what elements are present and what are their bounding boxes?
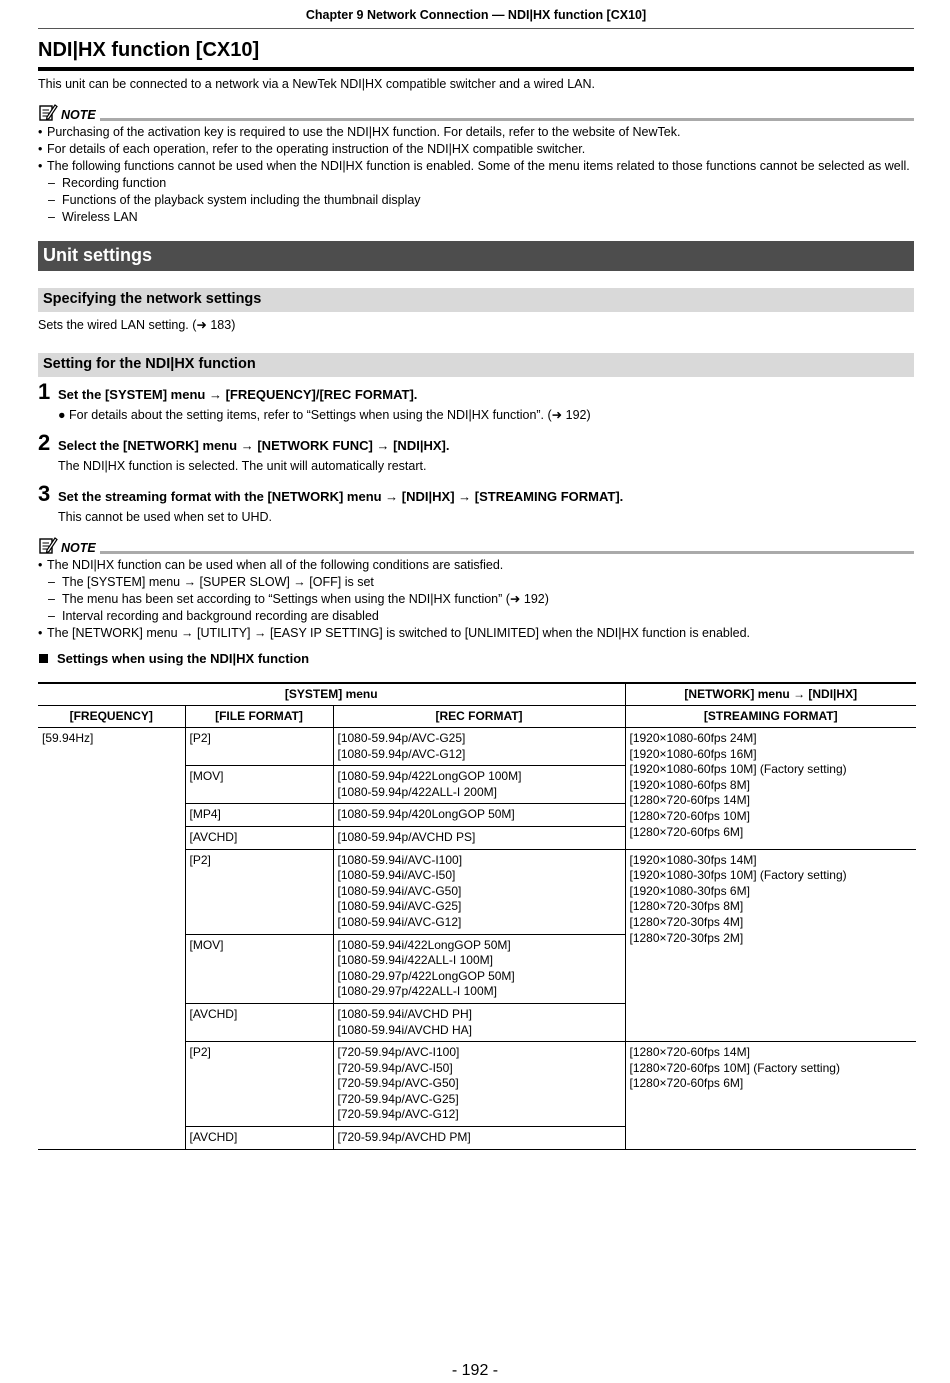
rec-format-value: [1080-59.94i/AVC-I50] (337, 868, 456, 883)
rec-format-value: [1080-59.94i/AVC-G12] (337, 914, 462, 929)
note-bullet: • For details of each operation, refer to the operating instruction of the NDI|HX compatible switcher. (38, 141, 914, 158)
subsection-network-settings: Specifying the network settings (38, 288, 914, 312)
rec-format-cell (333, 1003, 625, 1041)
settings-table (38, 682, 916, 1150)
step-detail: This cannot be used when set to UHD. (58, 510, 273, 524)
step-2 (38, 430, 914, 456)
streaming-format-value: [1920×1080-60fps 10M] (Factory setting) (629, 762, 847, 777)
step-instruction: Set the streaming format with the [NETWORK] menu → [NDI|HX] → [STREAMING FORMAT]. (58, 489, 624, 504)
step-instruction: Select the [NETWORK] menu → [NETWORK FUNC] → [NDI|HX]. (58, 438, 450, 453)
file-format-cell: [P2] (185, 849, 333, 934)
subsection-ndi-hx: Setting for the NDI|HX function (38, 353, 914, 377)
note-label: NOTE (61, 108, 96, 122)
rec-format-value: [1080-59.94p/AVCHD PS] (337, 829, 476, 844)
note-dash-item: – Interval recording and background recording are disabled (38, 608, 914, 625)
rec-format-value: [1080-59.94p/420LongGOP 50M] (337, 807, 515, 822)
note-label: NOTE (61, 541, 96, 555)
note-bullet: • Purchasing of the activation key is required to use the NDI|HX function. For details, refer to the website of NewTek. (38, 124, 914, 141)
streaming-format-cell (625, 1042, 916, 1150)
rec-format-value: [720-59.94p/AVCHD PM] (337, 1130, 471, 1145)
note-list (38, 557, 914, 574)
frequency-cell: [59.94Hz] (38, 728, 185, 1150)
streaming-format-value: [1280×720-60fps 10M] (629, 808, 750, 823)
file-format-cell: [AVCHD] (185, 1003, 333, 1041)
streaming-format-value: [1280×720-30fps 8M] (629, 899, 744, 914)
rec-format-cell (333, 1127, 625, 1150)
note-rule (100, 551, 914, 554)
file-format-cell: [MOV] (185, 934, 333, 1003)
chapter-header: Chapter 9 Network Connection — NDI|HX function [CX10] (38, 8, 914, 29)
streaming-format-value: [1920×1080-30fps 10M] (Factory setting) (629, 868, 847, 883)
note-block-2 (38, 535, 914, 642)
rec-format-cell (333, 804, 625, 827)
step-1 (38, 379, 914, 405)
page-title: NDI|HX function [CX10] (38, 39, 914, 71)
column-header-rec-format: [REC FORMAT] (333, 706, 625, 728)
streaming-format-value: [1280×720-60fps 14M] (629, 793, 750, 808)
rec-format-value: [1080-59.94i/AVCHD PH] (337, 1006, 473, 1021)
file-format-cell: [P2] (185, 1042, 333, 1127)
note-rule (100, 118, 914, 121)
step-instruction: Set the [SYSTEM] menu → [FREQUENCY]/[REC FORMAT]. (58, 387, 418, 402)
rec-format-value: [1080-29.97p/422ALL-I 100M] (337, 984, 497, 999)
note-bullet: • The [NETWORK] menu → [UTILITY] → [EASY IP SETTING] is switched to [UNLIMITED] when the NDI|HX function is enabled. (38, 625, 914, 642)
streaming-format-value: [1920×1080-60fps 24M] (629, 731, 757, 745)
step-3 (38, 481, 914, 507)
rec-format-value: [1080-59.94i/AVC-G50] (337, 883, 462, 898)
note-bullet: • The following functions cannot be used when the NDI|HX function is enabled. Some of the menu items related to those functions cannot be selected as well. (38, 158, 914, 175)
streaming-format-value: [1280×720-30fps 4M] (629, 914, 744, 929)
step-detail: ● For details about the setting items, refer to “Settings when using the NDI|HX function”. (➜ 192) (58, 408, 591, 422)
streaming-format-value: [1280×720-60fps 6M] (629, 824, 744, 839)
section-unit-settings: Unit settings (38, 241, 914, 271)
rec-format-value: [720-59.94p/AVC-I100] (337, 1045, 460, 1060)
note-header (38, 102, 914, 122)
note-list (38, 124, 914, 175)
rec-format-value: [1080-59.94p/AVC-G25] (337, 731, 466, 745)
rec-format-cell (333, 728, 625, 766)
streaming-format-value: [1920×1080-60fps 8M] (629, 777, 750, 792)
streaming-format-value: [1280×720-60fps 14M] (629, 1045, 750, 1060)
network-settings-text: Sets the wired LAN setting. (➜ 183) (38, 318, 236, 332)
rec-format-value: [1080-59.94p/422ALL-I 200M] (337, 784, 497, 799)
streaming-format-value: [1920×1080-30fps 6M] (629, 883, 750, 898)
system-menu-header: [SYSTEM] menu (38, 683, 625, 706)
note-pencil-icon (38, 102, 58, 122)
rec-format-value: [1080-59.94i/422LongGOP 50M] (337, 937, 511, 952)
file-format-cell: [MP4] (185, 804, 333, 827)
note-header (38, 535, 914, 555)
file-format-cell: [AVCHD] (185, 826, 333, 849)
square-bullet-icon (39, 654, 48, 663)
note-bullet: • The NDI|HX function can be used when all of the following conditions are satisfied. (38, 557, 914, 574)
network-menu-header: [NETWORK] menu → [NDI|HX] (625, 683, 916, 706)
step-detail: The NDI|HX function is selected. The unit will automatically restart. (58, 459, 427, 473)
note-dash-item: – The menu has been set according to “Settings when using the NDI|HX function” (➜ 192) (38, 591, 914, 608)
settings-heading (38, 651, 914, 666)
note-dash-item: – Wireless LAN (38, 209, 914, 226)
rec-format-value: [1080-59.94i/422ALL-I 100M] (337, 953, 493, 968)
rec-format-cell (333, 766, 625, 804)
intro-text: This unit can be connected to a network via a NewTek NDI|HX compatible switcher and a wired LAN. (38, 77, 595, 91)
rec-format-value: [720-59.94p/AVC-G12] (337, 1107, 459, 1122)
note-dash-item: – Functions of the playback system including the thumbnail display (38, 192, 914, 209)
note-pencil-icon (38, 535, 58, 555)
rec-format-value: [720-59.94p/AVC-G25] (337, 1091, 459, 1106)
rec-format-cell (333, 826, 625, 849)
rec-format-value: [1080-59.94i/AVC-I100] (337, 852, 463, 867)
rec-format-value: [720-59.94p/AVC-G50] (337, 1076, 459, 1091)
step-number: 1 (38, 379, 51, 404)
rec-format-value: [1080-59.94p/422LongGOP 100M] (337, 769, 522, 784)
note-block-1 (38, 102, 914, 226)
streaming-format-value: [1280×720-60fps 10M] (Factory setting) (629, 1060, 840, 1075)
streaming-format-value: [1280×720-60fps 6M] (629, 1076, 744, 1091)
streaming-format-value: [1280×720-30fps 2M] (629, 930, 744, 945)
streaming-format-cell (625, 849, 916, 1042)
document-page (38, 0, 914, 1150)
page-number: - 192 - (451, 1362, 499, 1379)
rec-format-value: [720-59.94p/AVC-I50] (337, 1060, 453, 1075)
rec-format-value: [1080-59.94i/AVC-G25] (337, 899, 462, 914)
rec-format-value: [1080-29.97p/422LongGOP 50M] (337, 968, 515, 983)
file-format-cell: [P2] (185, 728, 333, 766)
streaming-format-cell (625, 728, 916, 850)
note-dash-item: – Recording function (38, 175, 914, 192)
step-number: 2 (38, 430, 51, 455)
settings-heading-text: Settings when using the NDI|HX function (57, 651, 310, 666)
streaming-format-value: [1920×1080-60fps 16M] (629, 746, 757, 761)
streaming-format-value: [1920×1080-30fps 14M] (629, 852, 757, 867)
column-header-frequency: [FREQUENCY] (38, 706, 185, 728)
note-dash-item: – The [SYSTEM] menu → [SUPER SLOW] → [OFF] is set (38, 574, 914, 591)
step-number: 3 (38, 481, 51, 506)
note-list (38, 625, 914, 642)
rec-format-cell (333, 934, 625, 1003)
file-format-cell: [MOV] (185, 766, 333, 804)
column-header-streaming-format: [STREAMING FORMAT] (625, 706, 916, 728)
rec-format-value: [1080-59.94p/AVC-G12] (337, 746, 466, 761)
column-header-file-format: [FILE FORMAT] (185, 706, 333, 728)
file-format-cell: [AVCHD] (185, 1127, 333, 1150)
rec-format-cell (333, 849, 625, 934)
rec-format-value: [1080-59.94i/AVCHD HA] (337, 1022, 473, 1037)
rec-format-cell (333, 1042, 625, 1127)
